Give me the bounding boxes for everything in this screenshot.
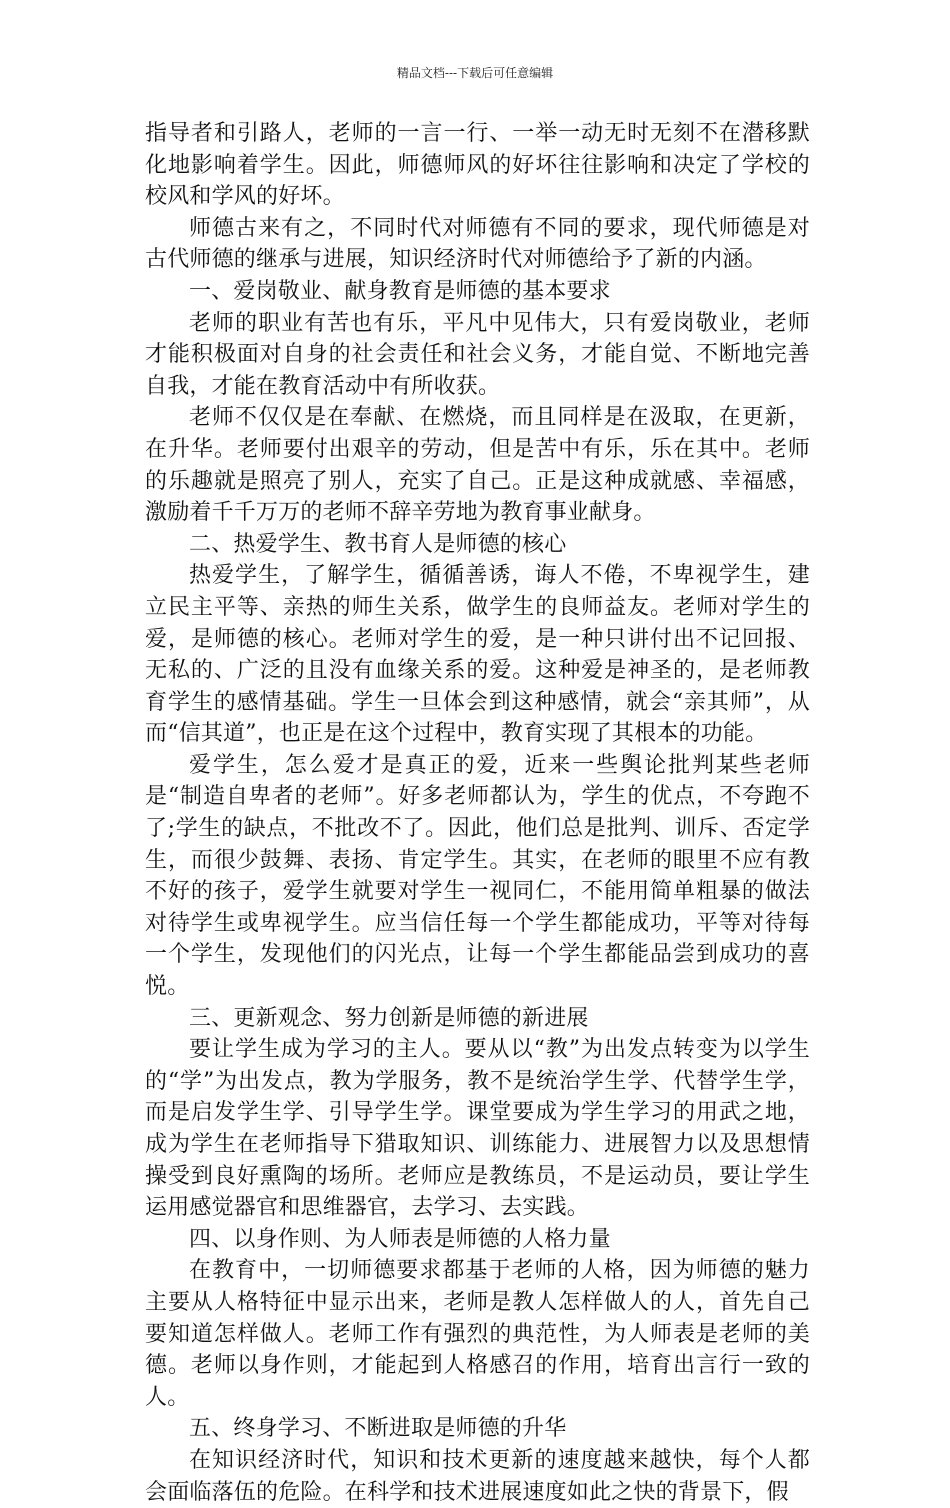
section-heading: 四、以身作则、为人师表是师德的人格力量 [189,1226,611,1252]
document-body [145,118,810,1508]
paragraph: 师德古来有之，不同时代对师德有不同的要求，现代师德是对古代师德的继承与进展，知识经济时代对师德给予了新的内涵。 [145,215,810,273]
paragraph: 要让学生成为学习的主人。要从以“教”为出发点转变为以学生的“学”为出发点，教为学服务，教不是统治学生学、代替学生学，而是启发学生学、引导学生学。课堂要成为学生学习的用武之地，成为学生在老师指导下猎取知识、训练能力、进展智力以及思想情操受到良好熏陶的场所。老师应是教练员，不是运动员，要让学生运用感觉器官和思维器官，去学习、去实践。 [145,1037,810,1221]
paragraph: 在教育中，一切师德要求都基于老师的人格，因为师德的魅力主要从人格特征中显示出来，老师是教人怎样做人的人，首先自己要知道怎样做人。老师工作有强烈的典范性，为人师表是老师的美德。老师以身作则，才能起到人格感召的作用，培育出言行一致的人。 [145,1258,810,1410]
header-note: 精品文档---下载后可任意编辑 [396,66,554,80]
paragraph: 爱学生，怎么爱才是真正的爱，近来一些舆论批判某些老师是“制造自卑者的老师”。好多老师都认为，学生的优点，不夸跑不了;学生的缺点，不批改不了。因此，他们总是批判、训斥、否定学生，而很少鼓舞、表扬、肯定学生。其实，在老师的眼里不应有教不好的孩子，爱学生就要对学生一视同仁，不能用简单粗暴的做法对待学生或卑视学生。应当信任每一个学生都能成功，平等对待每一个学生，发现他们的闪光点，让每一个学生都能品尝到成功的喜悦。 [145,752,810,1000]
paragraph: 老师不仅仅是在奉献、在燃烧，而且同样是在汲取，在更新，在升华。老师要付出艰辛的劳动，但是苦中有乐，乐在其中。老师的乐趣就是照亮了别人，充实了自己。正是这种成就感、幸福感，激励着千千万万的老师不辞辛劳地为教育事业献身。 [145,405,810,526]
paragraph-continuation: 指导者和引路人，老师的一言一行、一举一动无时无刻不在潜移默化地影响着学生。因此，师德师风的好坏往往影响和决定了学校的校风和学风的好坏。 [145,121,810,210]
section-heading: 二、热爱学生、教书育人是师德的核心 [189,531,567,557]
paragraph: 老师的职业有苦也有乐，平凡中见伟大，只有爱岗敬业，老师才能积极面对自身的社会责任和社会义务，才能自觉、不断地完善自我，才能在教育活动中有所收获。 [145,310,810,399]
paragraph: 热爱学生，了解学生，循循善诱，诲人不倦，不卑视学生，建立民主平等、亲热的师生关系，做学生的良师益友。老师对学生的爱，是师德的核心。老师对学生的爱，是一种只讲付出不记回报、无私的、广泛的且没有血缘关系的爱。这种爱是神圣的，是老师教育学生的感情基础。学生一旦体会到这种感情，就会“亲其师”，从而“信其道”，也正是在这个过程中，教育实现了其根本的功能。 [145,563,810,747]
section-heading: 三、更新观念、努力创新是师德的新进展 [189,1005,589,1031]
section-heading: 一、爱岗敬业、献身教育是师德的基本要求 [189,278,611,304]
paragraph: 在知识经济时代，知识和技术更新的速度越来越快，每个人都会面临落伍的危险。在科学和技术进展速度如此之快的背景下，假 [145,1447,810,1505]
section-heading: 五、终身学习、不断进取是师德的升华 [189,1416,567,1442]
